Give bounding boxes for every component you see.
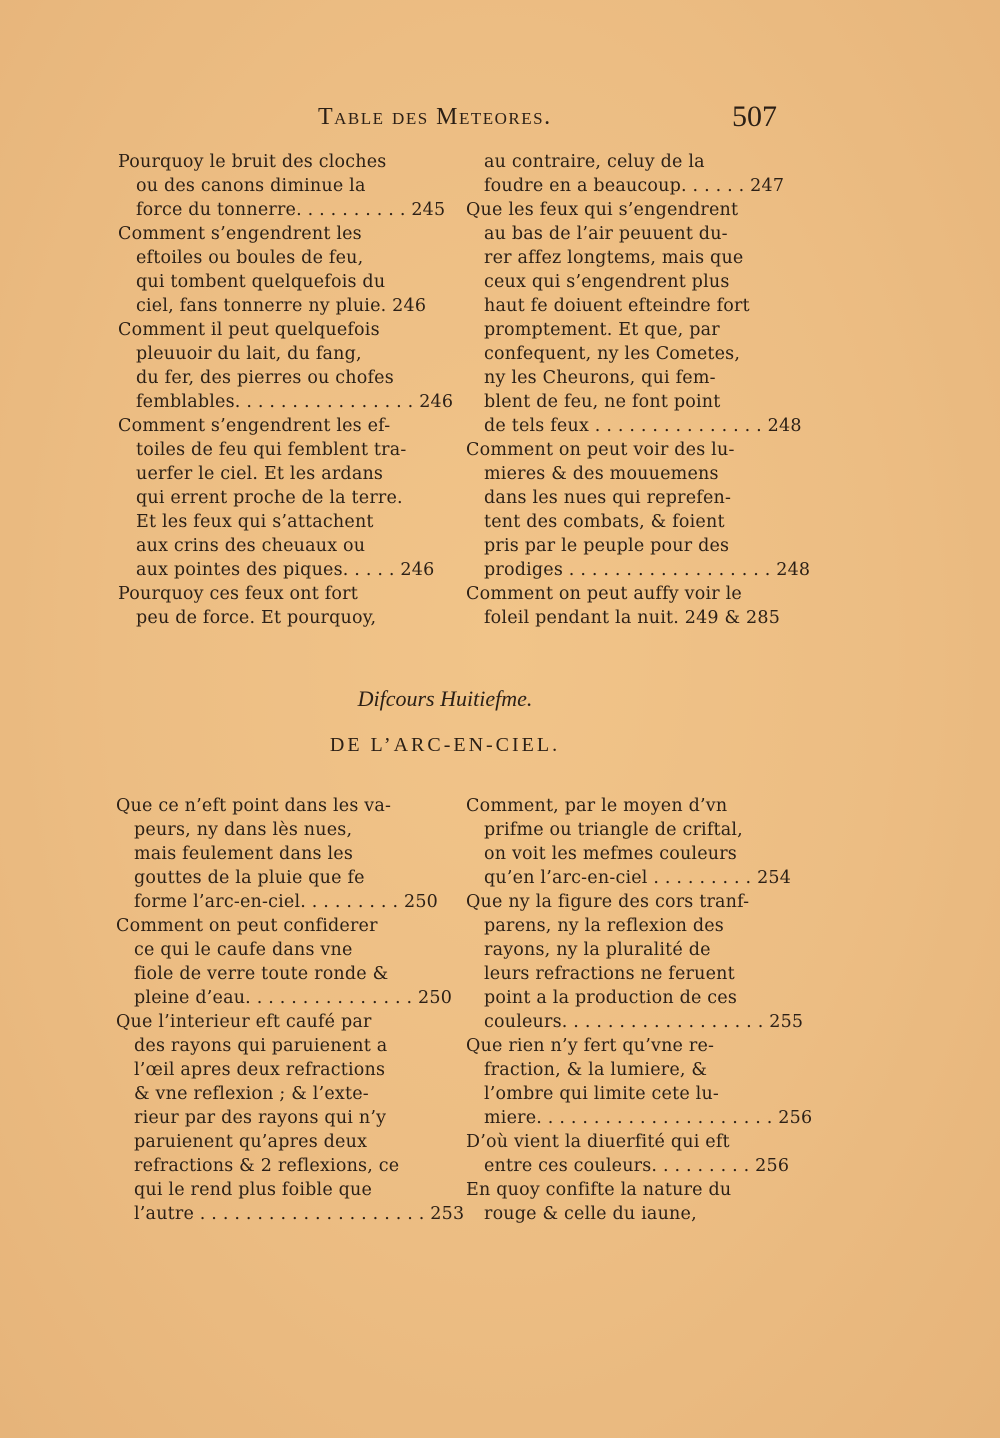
toc-column-top-left [118, 150, 454, 630]
toc-line: blent de feu, ne font point [484, 392, 721, 412]
toc-line: qui errent proche de la terre. [136, 488, 403, 508]
toc-line: femblables. . . . . . . . . . . . . . . . 246 [136, 392, 454, 412]
toc-line: peurs, ny dans lès nues, [134, 820, 353, 840]
toc-line: fraction, & la lumiere, & [484, 1060, 708, 1080]
toc-line: Comment il peut quelquefois [118, 320, 380, 340]
toc-line: gouttes de la pluie que fe [134, 868, 365, 888]
toc-line: En quoy confifte la nature du [466, 1180, 732, 1200]
toc-line: Pourquoy ces feux ont fort [118, 584, 358, 604]
toc-line: & vne reflexion ; & l’exte- [134, 1084, 369, 1104]
toc-line: Pourquoy le bruit des cloches [118, 152, 387, 172]
section-title: DE L’ARC-EN-CIEL. [329, 734, 561, 756]
toc-line: l’autre . . . . . . . . . . . . . . . . . . . . 253 [134, 1204, 465, 1224]
toc-column-bottom-right [466, 794, 813, 1226]
toc-line: force du tonnerre. . . . . . . . . . 245 [136, 200, 446, 220]
page-number: 507 [732, 100, 777, 133]
toc-line: aux crins des cheuaux ou [136, 536, 366, 556]
toc-line: Comment s’engendrent les ef- [118, 416, 391, 436]
toc-line: foudre en a beaucoup. . . . . . 247 [484, 176, 785, 196]
toc-line: Que ce n’eft point dans les va- [116, 796, 392, 816]
toc-line: de tels feux . . . . . . . . . . . . . . . 248 [484, 416, 802, 436]
toc-line: ny les Cheurons, qui fem- [484, 368, 716, 388]
toc-line: promptement. Et que, par [484, 320, 720, 340]
toc-line: rer affez longtems, mais que [484, 248, 744, 268]
toc-line: Que les feux qui s’engendrent [466, 200, 739, 220]
toc-line: Que rien n’y fert qu’vne re- [466, 1036, 715, 1056]
toc-line: haut fe doiuent efteindre fort [484, 296, 750, 316]
toc-line: aux pointes des piques. . . . . 246 [136, 560, 435, 580]
toc-line: toiles de feu qui femblent tra- [136, 440, 407, 460]
toc-line: rayons, ny la pluralité de [484, 940, 711, 960]
toc-line: pris par le peuple pour des [484, 536, 730, 556]
toc-line: ce qui le caufe dans vne [134, 940, 353, 960]
toc-line: l’œil apres deux refractions [134, 1060, 386, 1080]
toc-line: Comment, par le moyen d’vn [466, 796, 728, 816]
toc-line: l’ombre qui limite cete lu- [484, 1084, 720, 1104]
toc-line: ciel, fans tonnerre ny pluie. 246 [136, 296, 427, 316]
toc-line: qu’en l’arc-en-ciel . . . . . . . . . 254 [484, 868, 792, 888]
toc-line: leurs refractions ne feruent [484, 964, 735, 984]
toc-line: Comment on peut confiderer [116, 916, 378, 936]
toc-line: dans les nues qui reprefen- [484, 488, 732, 508]
toc-line: Que l’interieur eft caufé par [116, 1012, 372, 1032]
toc-line: forme l’arc-en-ciel. . . . . . . . . 250 [134, 892, 438, 912]
toc-line: au contraire, celuy de la [484, 152, 705, 172]
toc-line: miere. . . . . . . . . . . . . . . . . . . . . 256 [484, 1108, 813, 1128]
toc-line: pleine d’eau. . . . . . . . . . . . . . . 250 [134, 988, 453, 1008]
toc-line: fiole de verre toute ronde & [134, 964, 389, 984]
toc-line: rieur par des rayons qui n’y [134, 1108, 387, 1128]
toc-line: prodiges . . . . . . . . . . . . . . . . . . 248 [484, 560, 811, 580]
toc-line: Comment s’engendrent les [118, 224, 362, 244]
toc-column-bottom-left [116, 794, 465, 1226]
toc-line: tent des combats, & foient [484, 512, 725, 532]
toc-line: Comment on peut voir des lu- [466, 440, 735, 460]
toc-column-top-right [466, 150, 811, 630]
toc-line: ceux qui s’engendrent plus [484, 272, 730, 292]
toc-line: Comment on peut auffy voir le [466, 584, 742, 604]
toc-line: mais feulement dans les [134, 844, 354, 864]
toc-line: pleuuoir du lait, du fang, [136, 344, 362, 364]
toc-line: on voit les mefmes couleurs [484, 844, 737, 864]
toc-line: au bas de l’air peuuent du- [484, 224, 728, 244]
toc-line: mieres & des mouuemens [484, 464, 719, 484]
toc-line: Que ny la figure des cors tranf- [466, 892, 750, 912]
toc-line: uerfer le ciel. Et les ardans [136, 464, 384, 484]
toc-line: entre ces couleurs. . . . . . . . . 256 [484, 1156, 790, 1176]
toc-line: foleil pendant la nuit. 249 & 285 [484, 608, 781, 628]
toc-line: qui le rend plus foible que [134, 1180, 373, 1200]
toc-line: des rayons qui paruienent a [134, 1036, 388, 1056]
toc-line: parens, ny la reflexion des [484, 916, 724, 936]
toc-line: point a la production de ces [484, 988, 738, 1008]
running-head: Table des Meteores. [318, 104, 552, 130]
toc-line: prifme ou triangle de criftal, [484, 820, 743, 840]
toc-line: refractions & 2 reflexions, ce [134, 1156, 400, 1176]
toc-line: qui tombent quelquefois du [136, 272, 386, 292]
toc-line: couleurs. . . . . . . . . . . . . . . . . . 255 [484, 1012, 804, 1032]
toc-line: paruienent qu’apres deux [134, 1132, 368, 1152]
toc-line: D’où vient la diuerfité qui eft [466, 1132, 730, 1152]
toc-line: Et les feux qui s’attachent [136, 512, 374, 532]
toc-line: peu de force. Et pourquoy, [136, 608, 377, 628]
discours-heading: Difcours Huitiefme. [357, 686, 533, 711]
toc-line: confequent, ny les Cometes, [484, 344, 741, 364]
toc-line: eftoiles ou boules de feu, [136, 248, 364, 268]
toc-line: ou des canons diminue la [136, 176, 366, 196]
toc-line: du fer, des pierres ou chofes [136, 368, 394, 388]
toc-line: rouge & celle du iaune, [484, 1204, 697, 1224]
